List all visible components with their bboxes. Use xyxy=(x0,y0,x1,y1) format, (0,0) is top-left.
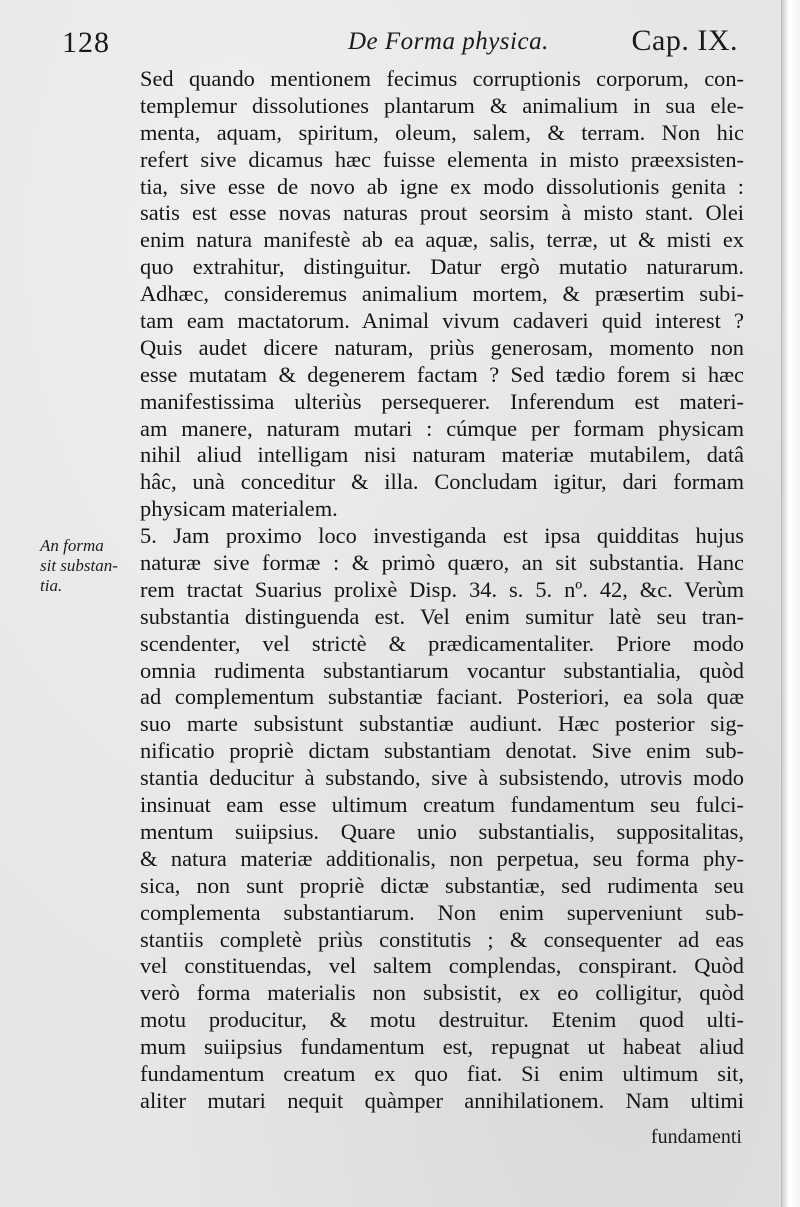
text-line: stantiis completè priùs constitutis ; & consequenter ad eas xyxy=(140,926,744,952)
text-line: ad complementum substantiæ faciant. Posteriori, ea sola quæ xyxy=(140,684,744,710)
text-line: templemur dissolutiones plantarum & animalium in sua ele- xyxy=(140,92,744,118)
text-line: am manere, naturam mutari : cúmque per formam physicam xyxy=(140,415,744,441)
margin-note-line: tia. xyxy=(40,576,63,595)
text-line: substantia distinguenda est. Vel enim sumitur latè seu tran- xyxy=(140,603,744,629)
text-line: insinuat eam esse ultimum creatum fundamentum seu fulci- xyxy=(140,792,744,818)
text-line: stantia deducitur à substando, sive à subsistendo, utrovis modo xyxy=(140,765,744,791)
running-title: De Forma physica. xyxy=(348,28,549,55)
text-line: suo marte subsistunt substantiæ audiunt. Hæc posterior sig- xyxy=(140,711,744,737)
text-line: enim natura manifestè ab ea aquæ, salis, terræ, ut & misti ex xyxy=(140,227,744,253)
text-line: & natura materiæ additionalis, non perpetua, seu forma phy- xyxy=(140,845,744,871)
text-line: hâc, unà conceditur & illa. Concludam igitur, dari formam xyxy=(140,469,744,495)
text-line: nihil aliud intelligam nisi naturam materiæ mutabilem, datâ xyxy=(140,442,744,468)
text-line: complementa substantiarum. Non enim superveniunt sub- xyxy=(140,899,744,925)
text-line: manifestissima ulteriùs persequerer. Inferendum est materi- xyxy=(140,388,744,414)
text-line: scendenter, vel strictè & prædicamentaliter. Priore modo xyxy=(140,630,744,656)
text-line: esse mutatam & degenerem factam ? Sed tædio forem si hæc xyxy=(140,361,744,387)
text-line: Sed quando mentionem fecimus corruptionis corporum, con- xyxy=(140,66,744,91)
text-line: motu producitur, & motu destruitur. Etenim quod ulti- xyxy=(140,1007,744,1033)
text-line: satis est esse novas naturas prout seorsim à misto stant. Olei xyxy=(140,200,744,226)
text-line: physicam materialem. xyxy=(140,496,338,522)
text-line: rem tractat Suarius prolixè Disp. 34. s. 5. nº. 42, &c. Verùm xyxy=(140,576,744,602)
page-number: 128 xyxy=(62,26,110,59)
text-line: menta, aquam, spiritum, oleum, salem, & terram. Non hic xyxy=(140,119,744,145)
page-edge xyxy=(781,0,800,1207)
text-line: aliter mutari nequit quàmper annihilationem. Nam ultimi xyxy=(140,1087,744,1113)
text-line: naturæ sive formæ : & primò quæro, an sit substantia. Hanc xyxy=(140,550,744,576)
text-line: tam eam mactatorum. Animal vivum cadaveri quid interest ? xyxy=(140,308,744,334)
text-line: verò forma materialis non subsistit, ex eo colligitur, quòd xyxy=(140,980,744,1006)
chapter-heading: Cap. IX. xyxy=(631,24,738,57)
text-line: nificatio propriè dictam substantiam denotat. Sive enim sub- xyxy=(140,738,744,764)
text-line: mum suiipsius fundamentum est, repugnat ut habeat aliud xyxy=(140,1034,744,1060)
margin-note xyxy=(40,536,136,596)
text-line: tia, sive esse de novo ab igne ex modo dissolutionis genita : xyxy=(140,173,744,199)
page-header xyxy=(62,20,738,64)
text-line: Quis audet dicere naturam, priùs generosam, momento non xyxy=(140,334,744,360)
text-line: omnia rudimenta substantiarum vocantur substantialia, quòd xyxy=(140,657,744,683)
text-line: quo extrahitur, distinguitur. Datur ergò mutatio naturarum. xyxy=(140,254,744,280)
text-line: fundamentum creatum ex quo fiat. Si enim ultimum sit, xyxy=(140,1060,744,1086)
body-text xyxy=(140,66,744,1115)
margin-note-line: An forma xyxy=(40,536,104,555)
text-line: sica, non sunt propriè dictæ substantiæ, sed rudimenta seu xyxy=(140,872,744,898)
margin-note-line: sit substan- xyxy=(40,556,118,575)
text-line: mentum suiipsius. Quare unio substantialis, suppositalitas, xyxy=(140,818,744,844)
catchword: fundamenti xyxy=(650,1126,742,1148)
text-line: refert sive dicamus hæc fuisse elementa in misto præexsisten- xyxy=(140,146,744,172)
text-line: vel constituendas, vel saltem complendas, conspirant. Quòd xyxy=(140,953,744,979)
text-line: 5. Jam proximo loco investiganda est ipsa quidditas hujus xyxy=(140,523,744,549)
text-line: Adhæc, consideremus animalium mortem, & præsertim subi- xyxy=(140,281,744,307)
